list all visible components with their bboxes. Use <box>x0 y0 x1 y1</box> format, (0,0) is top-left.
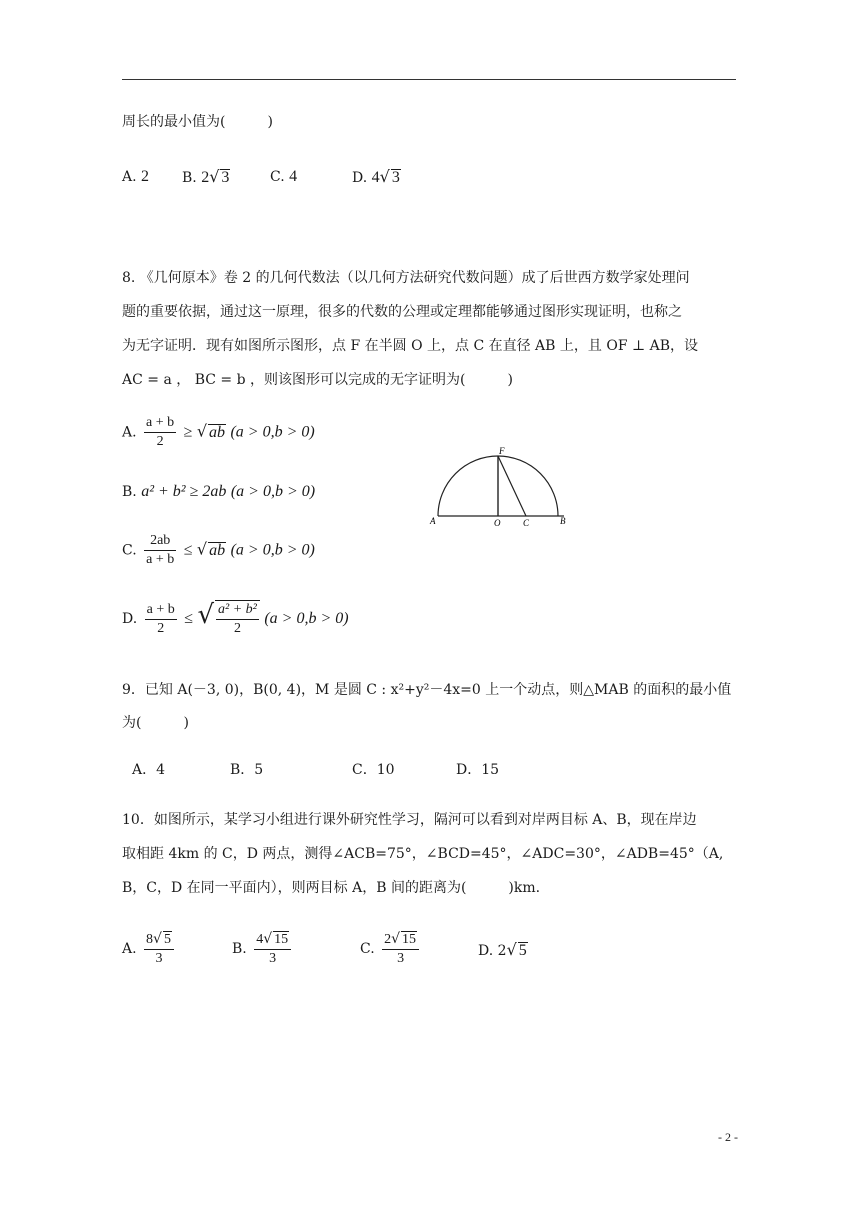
q10-option-c[interactable]: C. $\frac{2√ 15}{3}$ <box>360 930 422 968</box>
q7-option-c[interactable]: C. 4 <box>270 168 298 185</box>
q9-line-1: 9．已知 A(－3, 0)，B(0, 4)，M 是圆 C : x²+y²－4x=0 上一个动点，则△MAB 的面积的最小值 <box>122 682 732 698</box>
label-b: B <box>560 516 566 526</box>
q10-option-d[interactable]: D. 2√ 5 <box>478 940 527 959</box>
fraction: $\frac{a + b}{2}$ <box>146 601 175 636</box>
q8-option-a[interactable]: A. $\frac{a + b}{2}$ ≥ √ ab (a > 0,b > 0) <box>122 415 315 449</box>
fraction: $\frac{2√ 15}{3}$ <box>382 930 419 968</box>
q8-option-d[interactable]: D. $\frac{a + b}{2}$ ≤ √ $\frac{\text{a² + b²}}{2}$ (a > 0,b > 0) <box>122 600 349 636</box>
page-number: - 2 - <box>718 1130 738 1144</box>
q9-option-a[interactable]: A．4 <box>132 762 166 778</box>
q10-line-3: B，C，D 在同一平面内），则两目标 A，B 间的距离为( )km. <box>122 880 541 896</box>
q8-line-4: AC = a ， BC = b ，则该图形可以完成的无字证明为( ) <box>122 372 513 388</box>
q10-option-a[interactable]: A. $\frac{8√ 5}{3}$ <box>122 930 177 968</box>
q8-line-2: 题的重要依据，通过这一原理，很多的代数的公理或定理都能够通过图形实现证明，也称之 <box>122 304 682 320</box>
q8-option-b[interactable]: B. a² + b² ≥ 2ab (a > 0,b > 0) <box>122 483 316 500</box>
segment-fc <box>498 456 526 516</box>
q8-line-1: 8. 《几何原本》卷 2 的几何代数法（以几何方法研究代数问题）成了后世西方数学家处理问 <box>122 270 690 286</box>
fraction: $\frac{4√ 15}{3}$ <box>254 930 291 968</box>
label-a: A <box>430 516 436 526</box>
q7-option-d[interactable]: D. 4√ 3 <box>352 167 400 186</box>
q9-option-c[interactable]: C．10 <box>352 762 395 778</box>
q9-option-b[interactable]: B．5 <box>230 762 264 778</box>
q10-option-b[interactable]: B. $\frac{4√ 15}{3}$ <box>232 930 294 968</box>
fraction: $\frac{2ab}{a + b}$ <box>146 533 175 567</box>
label-f: F <box>499 446 505 456</box>
q7-tail: 周长的最小值为( ) <box>122 114 273 130</box>
q7-option-b[interactable]: B. 2√ 3 <box>182 167 230 186</box>
q9-line-2: 为( ) <box>122 715 189 731</box>
q8-option-c[interactable]: C. $\frac{2ab}{a + b}$ ≤ √ ab (a > 0,b > 0) <box>122 533 315 567</box>
label-o: O <box>494 518 501 528</box>
q7-option-a[interactable]: A. 2 <box>122 168 150 185</box>
q10-line-1: 10．如图所示，某学习小组进行课外研究性学习，隔河可以看到对岸两目标 A、B，现在岸边 <box>122 812 697 828</box>
q9-option-d[interactable]: D．15 <box>456 762 500 778</box>
fraction: $\frac{8√ 5}{3}$ <box>144 930 174 968</box>
q8-line-3: 为无字证明．现有如图所示图形，点 F 在半圆 O 上，点 C 在直径 AB 上，且 OF ⊥ AB，设 <box>122 338 699 354</box>
semicircle-figure <box>428 444 576 528</box>
fraction: $\frac{a + b}{2}$ <box>146 415 175 449</box>
label-c: C <box>523 518 530 528</box>
q10-line-2: 取相距 4km 的 C，D 两点，测得∠ACB=75°，∠BCD=45°，∠ADC=30°，∠ADB=45°（A, <box>122 846 724 862</box>
header-rule <box>122 79 736 80</box>
